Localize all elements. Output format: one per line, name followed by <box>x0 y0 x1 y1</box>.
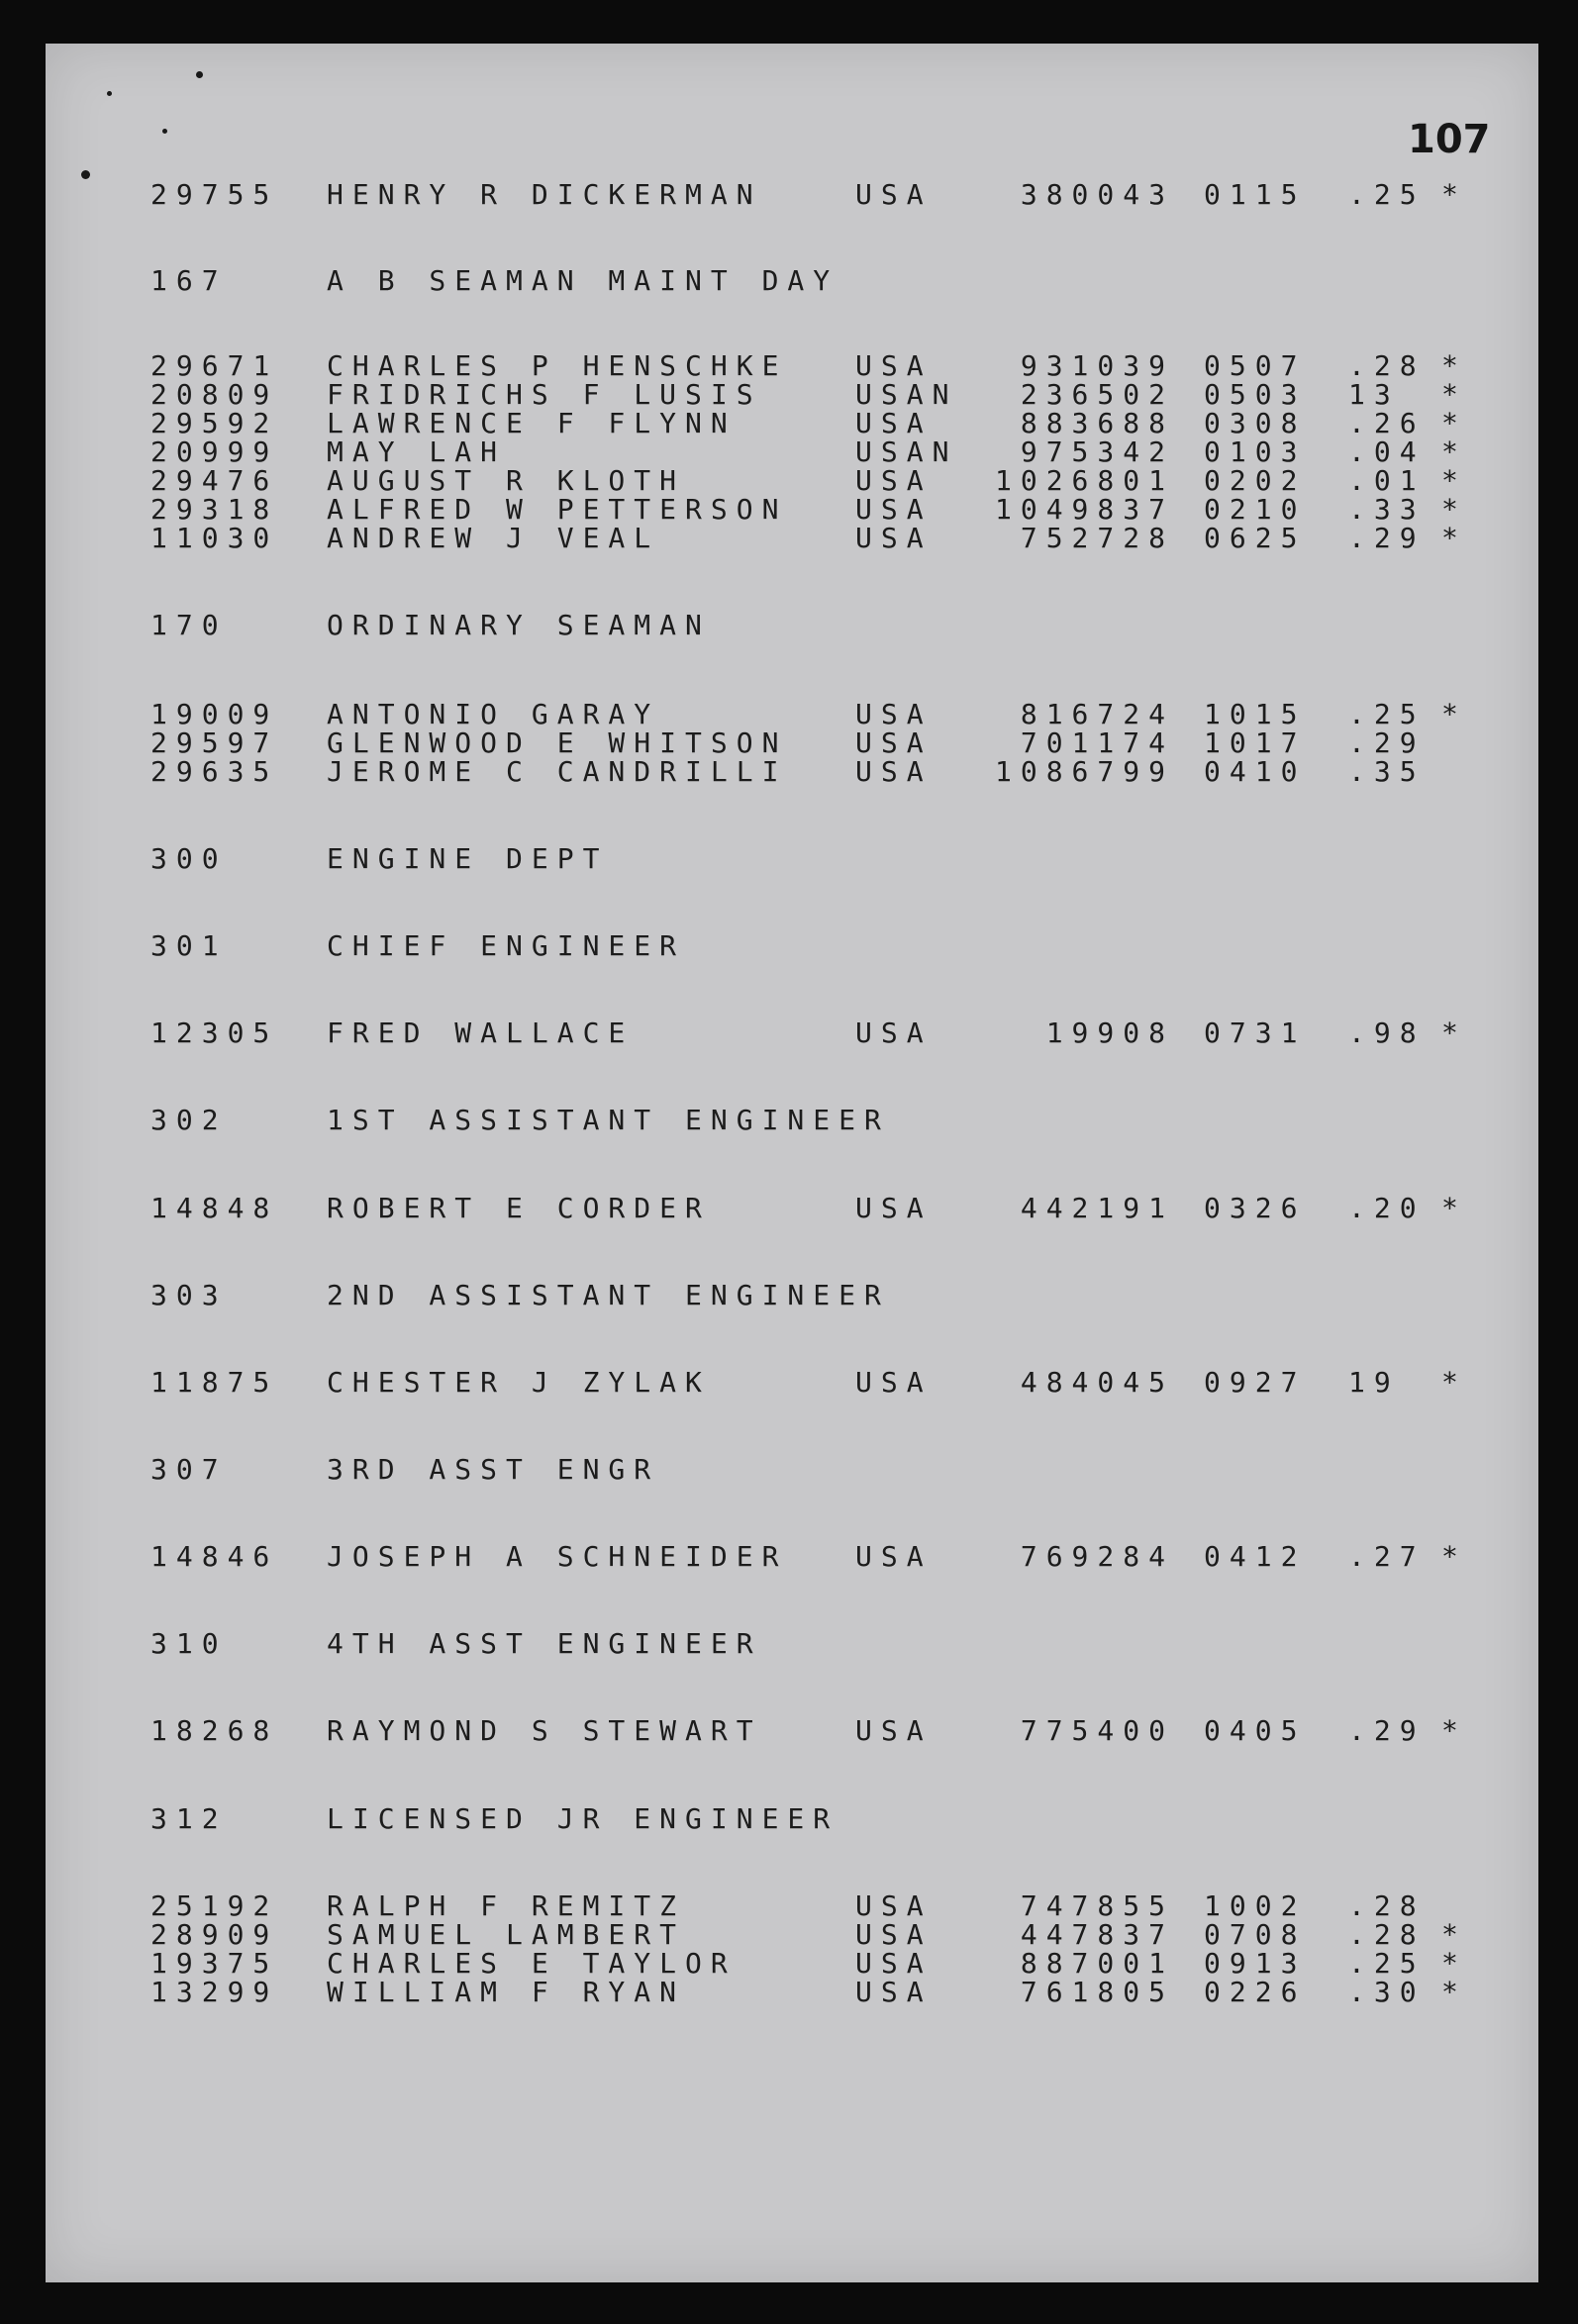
crew-country: USA <box>855 726 933 759</box>
crew-rate: .29 <box>1348 726 1426 759</box>
crew-country: USA <box>855 178 933 211</box>
crew-name: GLENWOOD E WHITSON <box>327 726 788 759</box>
crew-number: 484045 <box>1020 1366 1174 1399</box>
crew-rate: .98 <box>1348 1017 1426 1049</box>
crew-id: 18268 <box>150 1714 279 1747</box>
crew-date: 0405 <box>1204 1714 1307 1747</box>
crew-id: 29635 <box>150 755 279 788</box>
crew-country: USA <box>855 1918 933 1951</box>
crew-id: 29592 <box>150 407 279 439</box>
crew-rate: .27 <box>1348 1540 1426 1573</box>
crew-name: ANTONIO GARAY <box>327 698 660 730</box>
crew-date: 0731 <box>1204 1017 1307 1049</box>
section-title: 3RD ASST ENGR <box>327 1453 660 1486</box>
crew-number: 747855 <box>1020 1889 1174 1922</box>
crew-mark: * <box>1441 1192 1467 1224</box>
crew-row <box>0 1891 1578 1921</box>
section-code: 307 <box>150 1453 228 1486</box>
ink-speck <box>162 129 167 134</box>
crew-date: 0927 <box>1204 1366 1307 1399</box>
crew-number: 883688 <box>1020 407 1174 439</box>
crew-mark: * <box>1441 1540 1467 1573</box>
section-header <box>0 1455 1578 1485</box>
crew-number: 752728 <box>1020 522 1174 554</box>
section-title: 1ST ASSISTANT ENGINEER <box>327 1104 890 1136</box>
crew-date: 0210 <box>1204 493 1307 526</box>
crew-name: ALFRED W PETTERSON <box>327 493 788 526</box>
crew-id: 11030 <box>150 522 279 554</box>
crew-number: 816724 <box>1020 698 1174 730</box>
section-code: 312 <box>150 1802 228 1835</box>
crew-row <box>0 1368 1578 1398</box>
crew-id: 29476 <box>150 464 279 497</box>
crew-mark: * <box>1441 378 1467 411</box>
crew-number: 1049837 <box>994 493 1174 526</box>
crew-date: 0708 <box>1204 1918 1307 1951</box>
crew-rate: .28 <box>1348 1889 1426 1922</box>
crew-date: 0410 <box>1204 755 1307 788</box>
ink-speck <box>196 71 203 78</box>
crew-mark: * <box>1441 1918 1467 1951</box>
crew-rate: .20 <box>1348 1192 1426 1224</box>
page-number: 107 <box>1408 117 1491 162</box>
crew-country: USAN <box>855 436 958 468</box>
crew-row <box>0 1920 1578 1950</box>
crew-rate: .33 <box>1348 493 1426 526</box>
crew-name: LAWRENCE F FLYNN <box>327 407 737 439</box>
crew-date: 0412 <box>1204 1540 1307 1573</box>
crew-country: USA <box>855 493 933 526</box>
crew-row <box>0 351 1578 381</box>
crew-mark: * <box>1441 464 1467 497</box>
crew-id: 25192 <box>150 1889 279 1922</box>
crew-name: ROBERT E CORDER <box>327 1192 711 1224</box>
crew-country: USAN <box>855 378 958 411</box>
crew-row <box>0 495 1578 525</box>
crew-rate: .28 <box>1348 349 1426 382</box>
crew-id: 29755 <box>150 178 279 211</box>
crew-id: 19375 <box>150 1947 279 1980</box>
crew-rate: .29 <box>1348 522 1426 554</box>
crew-id: 13299 <box>150 1976 279 2008</box>
crew-name: WILLIAM F RYAN <box>327 1976 686 2008</box>
crew-row <box>0 1716 1578 1746</box>
crew-row <box>0 1949 1578 1979</box>
crew-name: RAYMOND S STEWART <box>327 1714 762 1747</box>
crew-row <box>0 180 1578 210</box>
section-header <box>0 1804 1578 1834</box>
crew-id: 20809 <box>150 378 279 411</box>
crew-date: 0503 <box>1204 378 1307 411</box>
ink-speck <box>81 170 90 179</box>
section-code: 167 <box>150 264 228 297</box>
crew-country: USA <box>855 464 933 497</box>
crew-mark: * <box>1441 1017 1467 1049</box>
crew-number: 447837 <box>1020 1918 1174 1951</box>
crew-number: 380043 <box>1020 178 1174 211</box>
crew-date: 0507 <box>1204 349 1307 382</box>
section-header <box>0 611 1578 640</box>
crew-number: 442191 <box>1020 1192 1174 1224</box>
crew-number: 236502 <box>1020 378 1174 411</box>
crew-name: CHESTER J ZYLAK <box>327 1366 711 1399</box>
crew-rate: .26 <box>1348 407 1426 439</box>
section-title: ORDINARY SEAMAN <box>327 609 711 641</box>
section-title: A B SEAMAN MAINT DAY <box>327 264 839 297</box>
section-code: 303 <box>150 1279 228 1311</box>
crew-number: 975342 <box>1020 436 1174 468</box>
crew-date: 0202 <box>1204 464 1307 497</box>
crew-row <box>0 409 1578 438</box>
crew-rate: .29 <box>1348 1714 1426 1747</box>
crew-row <box>0 437 1578 467</box>
crew-country: USA <box>855 1947 933 1980</box>
section-code: 170 <box>150 609 228 641</box>
crew-mark: * <box>1441 522 1467 554</box>
crew-number: 775400 <box>1020 1714 1174 1747</box>
crew-id: 29671 <box>150 349 279 382</box>
crew-rate: .25 <box>1348 178 1426 211</box>
section-header <box>0 1281 1578 1310</box>
crew-row <box>0 728 1578 758</box>
crew-mark: * <box>1441 436 1467 468</box>
crew-number: 931039 <box>1020 349 1174 382</box>
crew-mark: * <box>1441 1947 1467 1980</box>
crew-id: 14848 <box>150 1192 279 1224</box>
crew-mark: * <box>1441 1366 1467 1399</box>
section-title: 2ND ASSISTANT ENGINEER <box>327 1279 890 1311</box>
ink-speck <box>107 91 112 96</box>
crew-mark: * <box>1441 407 1467 439</box>
crew-mark: * <box>1441 493 1467 526</box>
crew-number: 1026801 <box>994 464 1174 497</box>
section-title: 4TH ASST ENGINEER <box>327 1627 762 1660</box>
crew-id: 11875 <box>150 1366 279 1399</box>
crew-number: 761805 <box>1020 1976 1174 2008</box>
section-code: 300 <box>150 842 228 875</box>
crew-number: 769284 <box>1020 1540 1174 1573</box>
crew-name: JOSEPH A SCHNEIDER <box>327 1540 788 1573</box>
crew-country: USA <box>855 1540 933 1573</box>
crew-name: ANDREW J VEAL <box>327 522 660 554</box>
crew-country: USA <box>855 1366 933 1399</box>
crew-date: 1017 <box>1204 726 1307 759</box>
crew-rate: .30 <box>1348 1976 1426 2008</box>
section-header <box>0 844 1578 874</box>
section-code: 310 <box>150 1627 228 1660</box>
crew-date: 0103 <box>1204 436 1307 468</box>
section-header <box>0 266 1578 296</box>
crew-name: CHARLES E TAYLOR <box>327 1947 737 1980</box>
crew-rate: .04 <box>1348 436 1426 468</box>
crew-rate: .01 <box>1348 464 1426 497</box>
crew-country: USA <box>855 407 933 439</box>
crew-date: 0226 <box>1204 1976 1307 2008</box>
crew-name: SAMUEL LAMBERT <box>327 1918 686 1951</box>
crew-country: USA <box>855 1017 933 1049</box>
crew-country: USA <box>855 1889 933 1922</box>
crew-id: 29597 <box>150 726 279 759</box>
crew-number: 887001 <box>1020 1947 1174 1980</box>
crew-row <box>0 1194 1578 1223</box>
section-title: CHIEF ENGINEER <box>327 929 686 962</box>
crew-name: HENRY R DICKERMAN <box>327 178 762 211</box>
crew-row <box>0 466 1578 496</box>
section-header <box>0 931 1578 961</box>
crew-date: 0308 <box>1204 407 1307 439</box>
crew-country: USA <box>855 349 933 382</box>
crew-mark: * <box>1441 698 1467 730</box>
crew-country: USA <box>855 698 933 730</box>
crew-rate: .25 <box>1348 698 1426 730</box>
section-code: 302 <box>150 1104 228 1136</box>
crew-country: USA <box>855 1714 933 1747</box>
crew-row <box>0 1542 1578 1572</box>
crew-name: RALPH F REMITZ <box>327 1889 686 1922</box>
crew-id: 19009 <box>150 698 279 730</box>
crew-name: FRED WALLACE <box>327 1017 635 1049</box>
crew-country: USA <box>855 1976 933 2008</box>
crew-row <box>0 524 1578 553</box>
section-header <box>0 1106 1578 1135</box>
crew-rate: .35 <box>1348 755 1426 788</box>
crew-name: FRIDRICHS F LUSIS <box>327 378 762 411</box>
section-header <box>0 1629 1578 1659</box>
crew-mark: * <box>1441 1714 1467 1747</box>
crew-number: 19908 <box>1045 1017 1174 1049</box>
crew-name: JEROME C CANDRILLI <box>327 755 788 788</box>
crew-id: 12305 <box>150 1017 279 1049</box>
section-title: LICENSED JR ENGINEER <box>327 1802 839 1835</box>
crew-mark: * <box>1441 1976 1467 2008</box>
crew-rate: .28 <box>1348 1918 1426 1951</box>
crew-name: CHARLES P HENSCHKE <box>327 349 788 382</box>
crew-id: 28909 <box>150 1918 279 1951</box>
section-code: 301 <box>150 929 228 962</box>
crew-id: 29318 <box>150 493 279 526</box>
crew-name: AUGUST R KLOTH <box>327 464 686 497</box>
crew-row <box>0 757 1578 787</box>
crew-date: 1002 <box>1204 1889 1307 1922</box>
crew-rate: 19 <box>1348 1366 1400 1399</box>
crew-row <box>0 1978 1578 2007</box>
crew-name: MAY LAH <box>327 436 507 468</box>
crew-id: 14846 <box>150 1540 279 1573</box>
crew-country: USA <box>855 755 933 788</box>
section-title: ENGINE DEPT <box>327 842 609 875</box>
crew-date: 0913 <box>1204 1947 1307 1980</box>
crew-mark: * <box>1441 178 1467 211</box>
crew-row <box>0 380 1578 410</box>
crew-rate: .25 <box>1348 1947 1426 1980</box>
crew-country: USA <box>855 522 933 554</box>
crew-rate: 13 <box>1348 378 1400 411</box>
crew-date: 0326 <box>1204 1192 1307 1224</box>
crew-country: USA <box>855 1192 933 1224</box>
crew-mark: * <box>1441 349 1467 382</box>
crew-date: 0625 <box>1204 522 1307 554</box>
crew-number: 701174 <box>1020 726 1174 759</box>
crew-row <box>0 1018 1578 1048</box>
crew-date: 1015 <box>1204 698 1307 730</box>
crew-number: 1086799 <box>994 755 1174 788</box>
crew-row <box>0 700 1578 729</box>
crew-id: 20999 <box>150 436 279 468</box>
crew-date: 0115 <box>1204 178 1307 211</box>
